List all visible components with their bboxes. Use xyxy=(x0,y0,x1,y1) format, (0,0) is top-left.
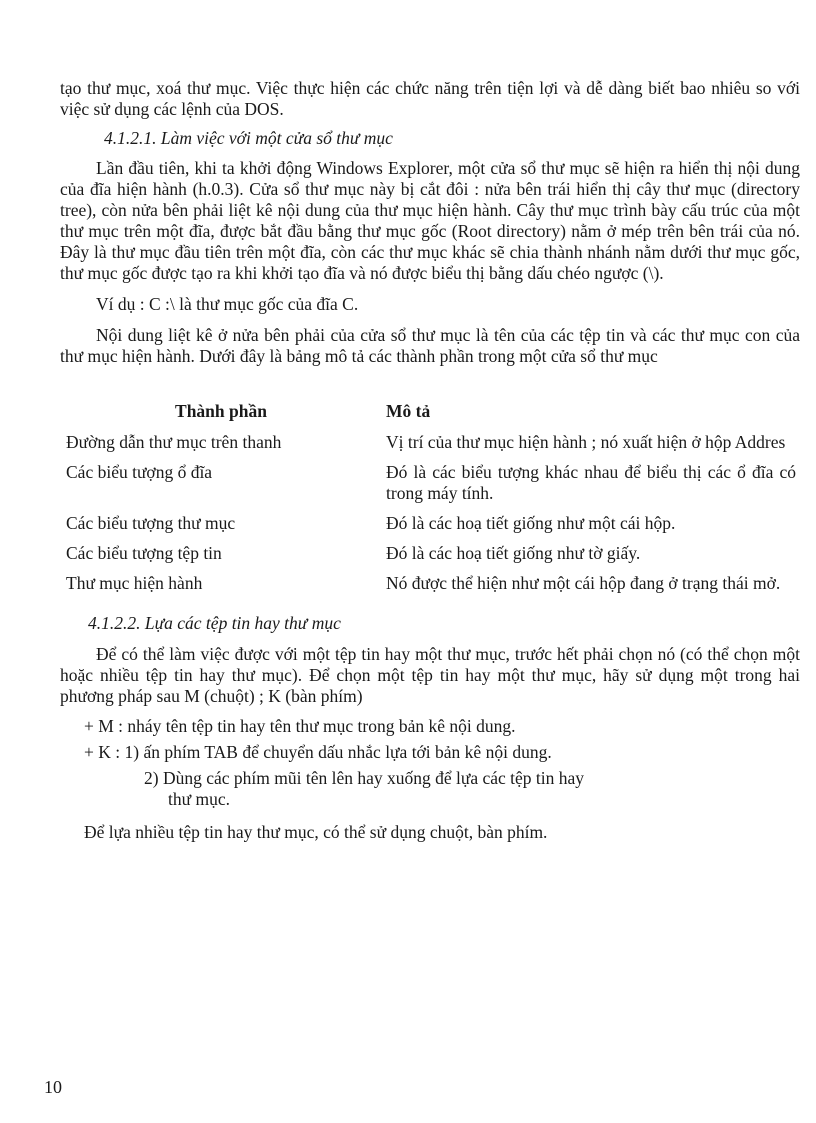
example-line: Ví dụ : C :\ là thư mục gốc của đĩa C. xyxy=(96,294,359,314)
table-row xyxy=(66,543,796,573)
table-header-row xyxy=(66,401,796,432)
page-number: 10 xyxy=(44,1077,62,1097)
intro-paragraph: tạo thư mục, xoá thư mục. Việc thực hiện các chức năng trên tiện lợi và dễ dàng biết bao nhiêu so với việc sử dụng các lệnh của DOS. xyxy=(60,78,800,119)
table-cell-description: Đó là các biểu tượng khác nhau để biểu thị các ổ đĩa có trong máy tính. xyxy=(386,462,796,503)
table-cell-component: Thư mục hiện hành xyxy=(66,573,203,593)
book-page xyxy=(60,78,800,843)
closing-line: Để lựa nhiều tệp tin hay thư mục, có thể sử dụng chuột, bàn phím. xyxy=(84,822,548,842)
table-cell-description: Đó là các hoạ tiết giống như tờ giấy. xyxy=(386,543,641,563)
section-heading-4-1-2-1: 4.1.2.1. Làm việc với một cửa sổ thư mục xyxy=(104,128,393,148)
table-cell-component: Các biểu tượng tệp tin xyxy=(66,543,222,563)
table-cell-description: Vị trí của thư mục hiện hành ; nó xuất hiện ở hộp Addres xyxy=(386,432,786,452)
table-header-description: Mô tả xyxy=(386,401,431,421)
table-row xyxy=(66,462,796,513)
table-row xyxy=(66,513,796,543)
table-cell-description: Nó được thể hiện như một cái hộp đang ở trạng thái mở. xyxy=(386,573,781,593)
section2-paragraph-1: Để có thể làm việc được với một tệp tin hay một thư mục, trước hết phải chọn nó (có thể chọn một hoặc nhiều tệp tin hay thư mục). Để chọn một tệp tin hay một thư mục, hãy sử dụng một trong hai phương pháp sau M (chuột) ; K (bàn phím) xyxy=(60,644,800,706)
table-cell-component: Đường dẫn thư mục trên thanh xyxy=(66,432,282,452)
list-subitem-2-continued: thư mục. xyxy=(168,789,230,809)
table-cell-component: Các biểu tượng ổ đĩa xyxy=(66,462,213,482)
table-cell-description: Đó là các hoạ tiết giống như một cái hộp. xyxy=(386,513,676,533)
list-item-keyboard: + K : 1) ấn phím TAB để chuyển dấu nhắc lựa tới bản kê nội dung. xyxy=(84,742,552,762)
section1-paragraph-1: Lần đầu tiên, khi ta khởi động Windows Explorer, một cửa sổ thư mục sẽ hiện ra hiển thị nội dung của đĩa hiện hành (h.0.3). Cửa sổ thư mục này bị cắt đôi : nửa bên trái hiển thị cây thư mục (directory tree), còn nửa bên phải liệt kê nội dung của thư mục hiện hành. Cây thư mục trình bày cấu trúc của một thư mục trên một đĩa, được bắt đầu bằng thư mục gốc (Root directory) nằm ở mép trên bên trái của nó. Đây là thư mục đầu tiên trên một đĩa, còn các thư mục khác sẽ chia thành nhánh nằm dưới thư mục gốc, thư mục gốc được tạo ra khi khởi tạo đĩa và nó được biểu thị bằng dấu chéo ngược (\). xyxy=(60,158,800,283)
table-row xyxy=(66,432,796,462)
component-description-table xyxy=(66,401,796,603)
section1-paragraph-2: Nội dung liệt kê ở nửa bên phải của cửa sổ thư mục là tên của các tệp tin và các thư mục con của thư mục hiện hành. Dưới đây là bảng mô tả các thành phần trong một cửa sổ thư mục xyxy=(60,325,800,366)
list-item-mouse: + M : nháy tên tệp tin hay tên thư mục trong bản kê nội dung. xyxy=(84,716,516,736)
table-row xyxy=(66,573,796,603)
section-heading-4-1-2-2: 4.1.2.2. Lựa các tệp tin hay thư mục xyxy=(88,613,341,633)
table-header-component: Thành phần xyxy=(175,401,267,421)
list-subitem-2: 2) Dùng các phím mũi tên lên hay xuống để lựa các tệp tin hay xyxy=(144,768,585,788)
table-cell-component: Các biểu tượng thư mục xyxy=(66,513,236,533)
